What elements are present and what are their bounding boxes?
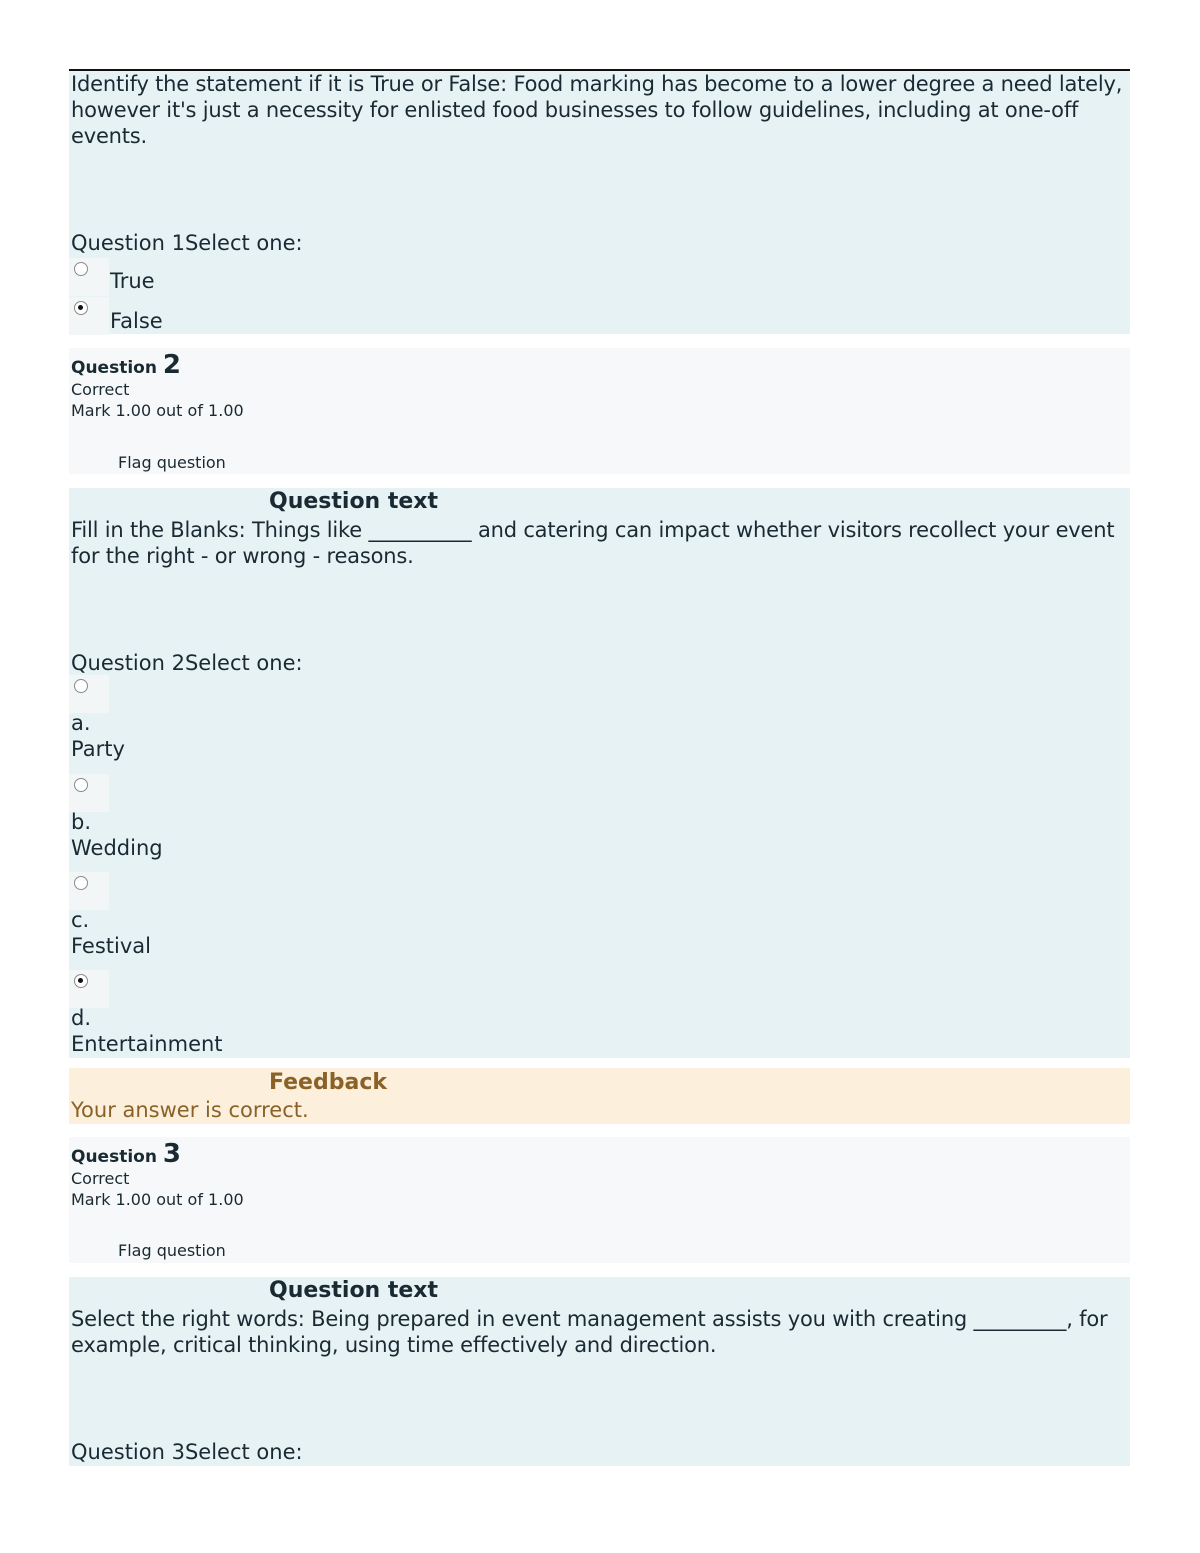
option-b-radio[interactable] [74,778,88,792]
question-3-content [69,1277,1130,1466]
option-a-radio[interactable] [74,679,88,693]
option-a-radio-container[interactable] [69,675,109,713]
question-1-text: Identify the statement if it is True or False: Food marking has become to a lower degree a need lately, however it's just a necessity for enlisted food businesses to follow guidelines, including at one-off events. [71,72,1123,148]
question-3-mark: Mark 1.00 out of 1.00 [71,1190,244,1209]
question-3-text: Select the right words: Being prepared in event management assists you with creating _________, for example, critical thinking, using time effectively and direction. [71,1307,1108,1357]
question-3-flag-button[interactable]: Flag question [118,1241,226,1260]
option-c-letter: c. [71,908,90,932]
option-false-label[interactable]: False [110,309,163,333]
question-2-label: Question [71,358,157,378]
feedback-heading: Feedback [269,1070,387,1095]
option-c-radio-container[interactable] [69,872,109,910]
option-false-radio[interactable] [74,301,88,315]
question-2-flag-button[interactable]: Flag question [118,453,226,472]
option-a-label[interactable]: Party [71,737,125,761]
question-2-content [69,488,1130,1058]
question-2-heading: Question text [269,489,439,514]
question-1-content [69,71,1130,334]
option-d-letter: d. [71,1006,92,1030]
question-3-number [71,1139,181,1169]
question-2-state: Correct [71,380,130,399]
question-2-prompt: Question 2Select one: [71,651,303,675]
question-3-info [69,1137,1130,1263]
question-2-mark: Mark 1.00 out of 1.00 [71,401,244,420]
question-2-feedback [69,1068,1130,1124]
option-d-radio[interactable] [74,974,88,988]
option-b-letter: b. [71,810,92,834]
option-d-radio-container[interactable] [69,970,109,1008]
option-b-label[interactable]: Wedding [71,836,163,860]
question-2-number-value: 2 [162,350,181,380]
option-b-radio-container[interactable] [69,774,109,812]
question-3-state: Correct [71,1169,130,1188]
option-c-radio[interactable] [74,876,88,890]
question-2-info [69,348,1130,474]
option-true-radio[interactable] [74,262,88,276]
option-false-radio-container[interactable] [69,297,109,335]
question-3-heading: Question text [269,1278,439,1303]
option-c-label[interactable]: Festival [71,934,151,958]
option-true-radio-container[interactable] [69,258,109,296]
question-3-prompt: Question 3Select one: [71,1440,303,1464]
question-3-label: Question [71,1147,157,1167]
option-d-label[interactable]: Entertainment [71,1032,223,1056]
question-2-text: Fill in the Blanks: Things like __________ and catering can impact whether visitors recollect your event for the right - or wrong - reasons. [71,518,1115,568]
question-1-prompt: Question 1Select one: [71,231,303,255]
question-3-number-value: 3 [162,1139,181,1169]
option-true-label[interactable]: True [110,269,155,293]
feedback-text: Your answer is correct. [71,1098,309,1122]
option-a-letter: a. [71,711,91,735]
question-2-number [71,350,181,380]
